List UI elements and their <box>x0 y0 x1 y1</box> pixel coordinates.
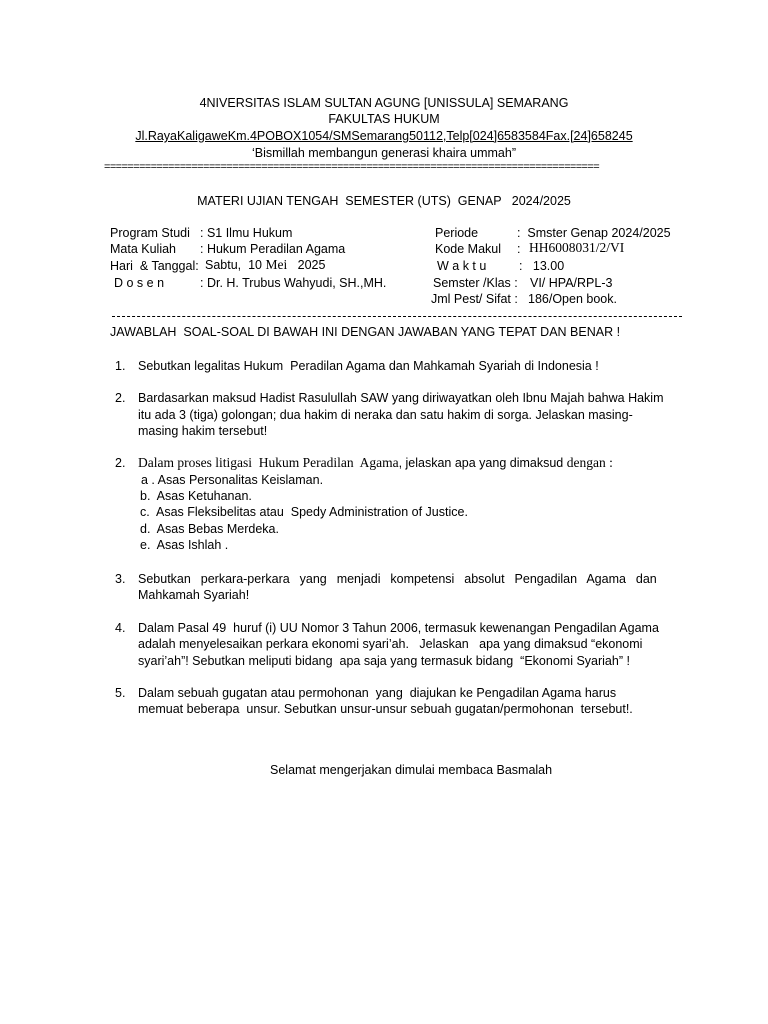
question-2-line-2: itu ada 3 (tiga) golongan; dua hakim di neraka dan satu hakim di sorga. Jelaskan masing- <box>138 408 633 422</box>
prodi-value: : S1 Ilmu Hukum <box>200 226 293 240</box>
question-2-line-3: masing hakim tersebut! <box>138 424 268 438</box>
prodi-label: Program Studi <box>110 226 190 240</box>
question-4-line-2: Mahkamah Syariah! <box>138 588 250 602</box>
question-3-text <box>138 455 613 471</box>
info-separator <box>112 316 682 317</box>
question-2-number: 2. <box>115 391 126 405</box>
dosen-value: : Dr. H. Trubus Wahyudi, SH.,MH. <box>200 276 387 290</box>
semester-label: Semster /Klas : <box>433 276 518 290</box>
question-3-item-b: b. Asas Ketuhanan. <box>140 489 252 503</box>
question-3-item-a: a . Asas Personalitas Keislaman. <box>141 473 324 487</box>
exam-title: MATERI UJIAN TENGAH SEMESTER (UTS) GENAP 2024/2025 <box>197 194 571 208</box>
hari-value <box>205 257 325 273</box>
question-3-text-a: Dalam proses litigasi Hukum Peradilan Agama <box>138 455 399 470</box>
kode-label: Kode Makul <box>435 242 502 256</box>
question-5-line-2: adalah menyelesaikan perkara ekonomi syari’ah. Jelaskan apa yang dimaksud “ekonomi <box>138 637 643 651</box>
faculty-name: FAKULTAS HUKUM <box>328 112 440 126</box>
question-6-number: 5. <box>115 686 126 700</box>
question-1-number: 1. <box>115 359 126 373</box>
waktu-value: : 13.00 <box>519 259 565 273</box>
address-line: Jl.RayaKaligaweKm.4POBOX1054/SMSemarang50112,Telp[024]6583584Fax.[24]658245 <box>135 129 633 143</box>
question-3-item-c: c. Asas Fleksibelitas atau Spedy Administration of Justice. <box>140 505 468 519</box>
dosen-label: D o s e n <box>114 276 165 290</box>
question-3-number: 2. <box>115 456 126 470</box>
hari-year: 2025 <box>287 258 326 272</box>
jml-label: Jml Pest/ Sifat : <box>431 292 518 306</box>
question-4-number: 3. <box>115 572 126 586</box>
question-1-text: Sebutkan legalitas Hukum Peradilan Agama dan Mahkamah Syariah di Indonesia ! <box>138 359 599 373</box>
question-6-line-1: Dalam sebuah gugatan atau permohonan yang diajukan ke Pengadilan Agama harus <box>138 686 617 700</box>
matkul-label: Mata Kuliah <box>110 242 177 256</box>
question-3-text-mid: , jelaskan apa yang dimaksud <box>398 456 567 470</box>
jml-value: 186/Open book. <box>528 292 617 306</box>
header-separator: ===================================================================================== <box>104 161 600 173</box>
question-5-line-3: syari’ah”! Sebutkan meliputi bidang apa saja yang termasuk bidang “Ekonomi Syariah” ! <box>138 654 630 668</box>
waktu-label: W a k t u <box>437 259 487 273</box>
question-3-item-d: d. Asas Bebas Merdeka. <box>140 522 279 536</box>
motto: ‘Bismillah membangun generasi khaira ummah” <box>251 146 516 160</box>
question-3-item-e: e. Asas Ishlah . <box>140 538 229 552</box>
kode-colon: : <box>517 242 521 256</box>
periode-label: Periode <box>435 226 479 240</box>
instruction: JAWABLAH SOAL-SOAL DI BAWAH INI DENGAN JAWABAN YANG TEPAT DAN BENAR ! <box>110 325 621 339</box>
matkul-value: : Hukum Peradilan Agama <box>200 242 346 256</box>
university-name: 4NIVERSITAS ISLAM SULTAN AGUNG [UNISSULA] SEMARANG <box>199 96 569 110</box>
kode-value: HH6008031/2/VI <box>529 240 625 255</box>
semester-value: VI/ HPA/RPL-3 <box>530 276 613 290</box>
hari-month: Mei <box>265 257 288 272</box>
periode-value: : Smster Genap 2024/2025 <box>517 226 671 240</box>
question-3-text-b: dengan : <box>566 455 613 470</box>
question-6-line-2: memuat beberapa unsur. Sebutkan unsur-unsur sebuah gugatan/permohonan tersebut!. <box>138 702 633 716</box>
question-2-line-1: Bardasarkan maksud Hadist Rasulullah SAW yang diriwayatkan oleh Ibnu Majah bahwa Hakim <box>138 391 664 405</box>
closing-note: Selamat mengerjakan dimulai membaca Basmalah <box>270 763 553 777</box>
hari-day: Sabtu, 10 <box>205 258 266 272</box>
hari-label: Hari & Tanggal: <box>110 259 199 273</box>
question-5-number: 4. <box>115 621 126 635</box>
question-4-line-1: Sebutkan perkara-perkara yang menjadi kompetensi absolut Pengadilan Agama dan <box>138 572 657 586</box>
question-5-line-1: Dalam Pasal 49 huruf (i) UU Nomor 3 Tahun 2006, termasuk kewenangan Pengadilan Agama <box>138 621 659 635</box>
